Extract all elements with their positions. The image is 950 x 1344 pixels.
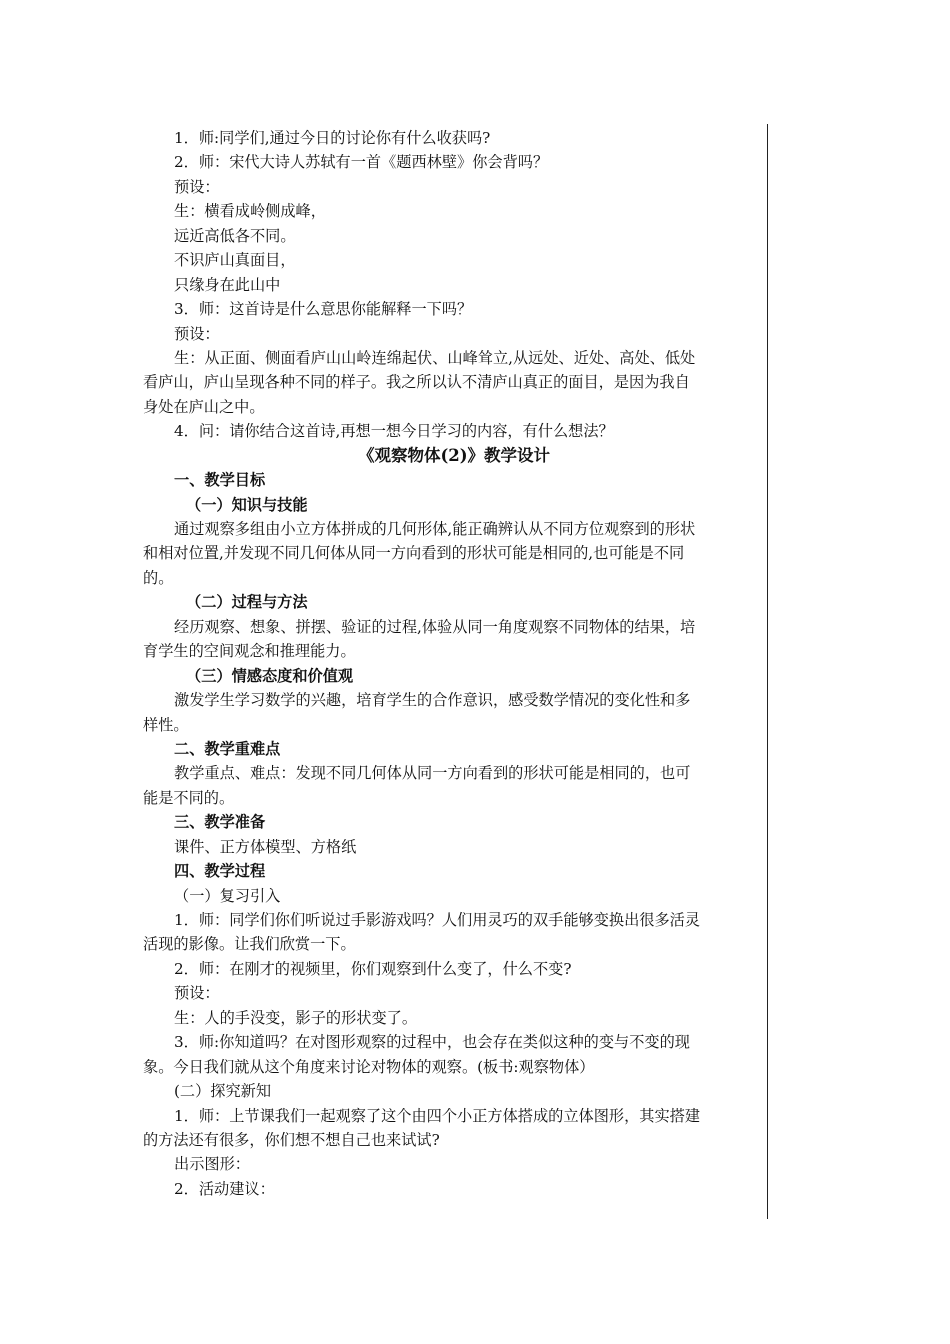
document-body <box>143 126 765 1201</box>
table-right-border <box>767 124 768 1219</box>
subsection-heading: (二）探究新知 <box>174 1082 272 1101</box>
text-line: 不识庐山真面目， <box>174 251 296 270</box>
text-line: 样性。 <box>143 715 189 734</box>
text-line: 看庐山，庐山呈现各种不同的样子。我之所以认不清庐山真正的面目，是因为我自 <box>143 373 690 392</box>
section-heading: 一、教学目标 <box>174 471 266 490</box>
text-line: 1．师：上节课我们一起观察了这个由四个小正方体搭成的立体图形，其实搭建 <box>174 1106 701 1125</box>
text-line: 和相对位置,并发现不同几何体从同一方向看到的形状可能是相同的,也可能是不同 <box>143 544 685 563</box>
subsection-heading: （一）复习引入 <box>174 886 281 905</box>
text-line: 预设： <box>174 177 220 196</box>
subsection-heading: （三）情感态度和价值观 <box>186 666 354 685</box>
section-heading: 二、教学重难点 <box>174 739 281 758</box>
text-line: 预设： <box>174 324 220 343</box>
subsection-heading: （一）知识与技能 <box>186 495 308 514</box>
text-line: 3．师：这首诗是什么意思你能解释一下吗？ <box>174 300 473 319</box>
text-line: 1．师：同学们你们听说过手影游戏吗？人们用灵巧的双手能够变换出很多活灵 <box>174 911 701 929</box>
text-line: 生：从正面、侧面看庐山山岭连绵起伏、山峰耸立,从远处、近处、高处、低处 <box>174 348 696 367</box>
text-line: 生：人的手没变，影子的形状变了。 <box>174 1008 417 1027</box>
text-line: 身处在庐山之中。 <box>143 397 265 416</box>
text-line: 激发学生学习数学的兴趣，培育学生的合作意识，感受数学情况的变化性和多 <box>174 691 691 710</box>
text-line: 1．师:同学们,通过今日的讨论你有什么收获吗? <box>174 129 491 147</box>
text-line: 教学重点、难点：发现不同几何体从同一方向看到的形状可能是相同的，也可 <box>174 764 691 783</box>
text-line: 育学生的空间观念和推理能力。 <box>143 642 356 661</box>
text-line: 出示图形： <box>174 1155 250 1174</box>
text-line: 能是不同的。 <box>143 788 235 807</box>
text-line: 活现的影像。让我们欣赏一下。 <box>143 935 356 954</box>
text-line: 2．活动建议： <box>174 1179 275 1198</box>
text-line: 2．师：宋代大诗人苏轼有一首《题西林壁》你会背吗？ <box>174 153 549 172</box>
text-line: 的方法还有很多，你们想不想自己也来试试? <box>143 1130 440 1149</box>
text-line: 3．师:你知道吗？在对图形观察的过程中，也会存在类似这种的变与不变的现 <box>174 1033 690 1052</box>
text-line: 通过观察多组由小立方体拼成的几何形体,能正确辨认从不同方位观察到的形状 <box>174 520 696 538</box>
text-line: 经历观察、想象、拼摆、验证的过程,体验从同一角度观察不同物体的结果，培 <box>174 617 696 636</box>
text-line: 的。 <box>143 568 174 587</box>
subsection-heading: （二）过程与方法 <box>186 593 308 612</box>
text-line: 课件、正方体模型、方格纸 <box>174 837 357 856</box>
text-line: 只缘身在此山中 <box>174 275 281 294</box>
lesson-title: 《观察物体(2)》教学设计 <box>357 445 551 465</box>
text-line: 2．师：在刚才的视频里，你们观察到什么变了，什么不变? <box>174 959 572 978</box>
section-heading: 三、教学准备 <box>174 813 266 832</box>
text-line: 预设： <box>174 984 220 1003</box>
text-line: 象。今日我们就从这个角度来讨论对物体的观察。(板书:观察物体） <box>143 1057 595 1076</box>
text-line: 4．问：请你结合这首诗,再想一想今日学习的内容，有什么想法？ <box>174 422 614 441</box>
text-line: 远近高低各不同。 <box>174 226 296 245</box>
text-line: 生：横看成岭侧成峰， <box>174 202 326 221</box>
section-heading: 四、教学过程 <box>174 862 266 881</box>
